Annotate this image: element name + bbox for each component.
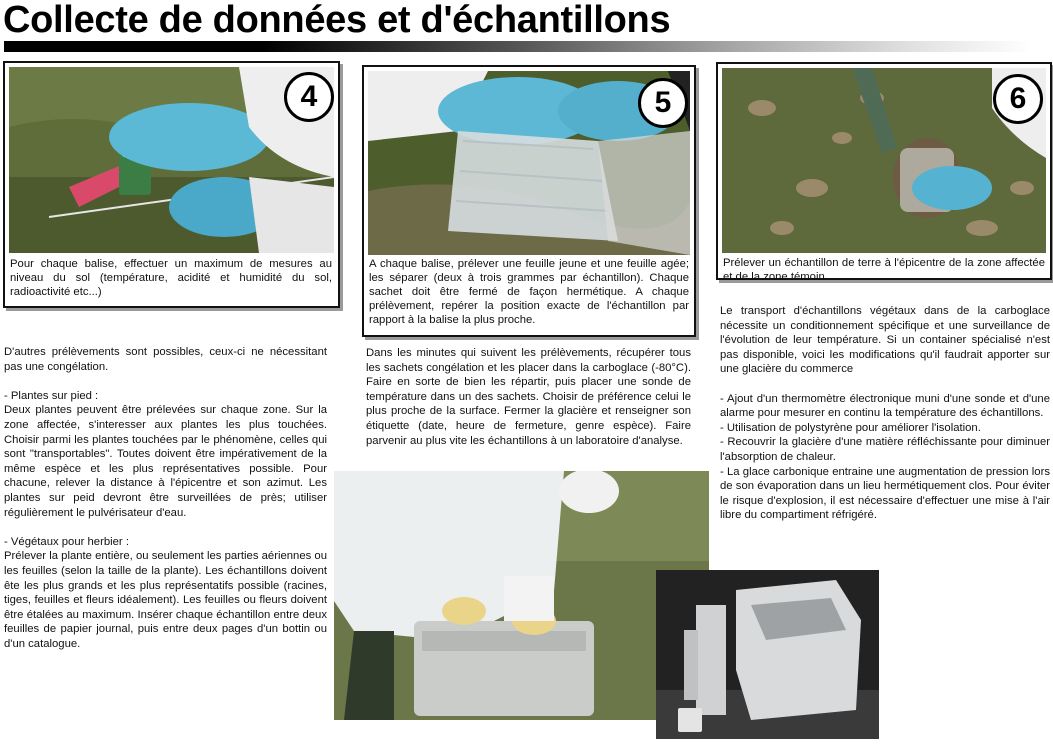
step-caption: Prélever un échantillon de terre à l'épicentre de la zone affectée et de la zone témoin. [723, 257, 1045, 283]
page-title: Collecte de données et d'échantillons [3, 0, 671, 41]
right-column-text: Le transport d'échantillons végétaux dans de la carboglace nécessite un conditionnement spécifique et une surveillance de l'évolution de leur température. Si un container spécialisé n'est pas disponible, voici les modifications qu'il faudrait apporter sur une glacière du commerce - Ajout d'un thermomètre électronique muni d'une sonde et d'une alarme pour mesurer en continu la température des échantillons. - Utilisation de polystyrène pour améliorer l'isolation. - Recouvrir la glacière d'une matière réfléchissante pour diminuer l'absorption de chaleur. - La glace carbonique entraine une augmentation de pression lors de son évaporation dans un lieu hermétiquement clos. Pour éviter le risque d'explosion, il est nécessaire d'effectuer une mise à l'air libre du compartiment réfrigéré. [720, 305, 1050, 522]
step-caption: A chaque balise, prélever une feuille jeune et une feuille agée; les séparer (deux à trois grammes par échantillon). Chaque sachet doit être fermé de façon hermétique. A chaque prélèvement, repérer la position exacte de l'échantillon par rapport à la balise la plus proche. [369, 258, 689, 326]
title-underline-bar [4, 41, 1032, 52]
left-column-text: D'autres prélèvements sont possibles, ceux-ci ne nécessitant pas une congélation. - Plantes sur pied : Deux plantes peuvent être prélevées sur chaque zone. Sur la zone affectée, s'interesser aux plantes les plus touchées. Choisir parmi les plantes touchées par le phénomène, celles qui sont "transportables". Toutes doivent être impérativement de la même espèce et les plus représentatives possible. Pour chacune, relever la distance à l'épicentre et son azimut. Les plantes sur peid devront être surveillées de près; utiliser régulièrement le pulvérisateur d'eau. - Végétaux pour herbier : Prélever la plante entière, ou seulement les parties aériennes ou les feuilles (selon la taille de la plante). Les échantillons doivent ête les plus grands et les plus représentatifs possible (racines, tiges, feuilles et fleurs idéalement). Les feuilles ou fleurs doivent être étalées au maximum. Insérer chaque échantillon entre deux feuilles de papier journal, puis entre deux pages d'un bottin ou d'un catalogue. [4, 346, 327, 650]
insulated-cooler-photo [656, 570, 879, 739]
step-card-5 [362, 65, 696, 337]
step-card-6 [716, 62, 1052, 283]
step-number-badge: 4 [284, 72, 334, 122]
step-number-badge: 5 [638, 78, 688, 128]
middle-column-text: Dans les minutes qui suivent les prélèvements, récupérer tous les sachets congélation et les placer dans la carboglace (-80°C). Faire en sorte de bien les répartir, puis placer une sonde de température dans un des sachets. Choisir de préférence celui le plus proche de la surface. Fermer la glacière et renseigner son étiquette (date, heure de fermeture, genre espèce). Faire parvenir au plus vite les échantillons à un laboratoire d'analyse. [366, 347, 691, 447]
step-card-4 [3, 61, 340, 308]
step-caption: Pour chaque balise, effectuer un maximum de mesures au niveau du sol (température, acidité et humidité du sol, radioactivité etc...) [10, 258, 332, 298]
step-number-badge: 6 [993, 74, 1043, 124]
cooler-packing-photo [334, 471, 709, 720]
